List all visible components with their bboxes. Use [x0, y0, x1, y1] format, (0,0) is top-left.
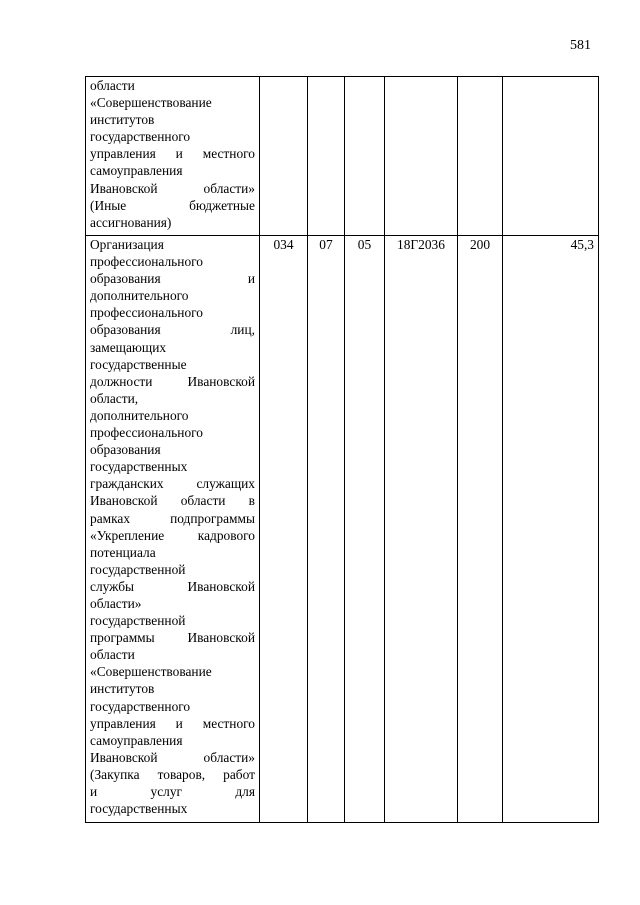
description-line: государственные [90, 356, 187, 372]
description-line: самоуправления [90, 732, 183, 748]
description-line: образования и [90, 271, 255, 287]
table-row [86, 77, 599, 236]
description-line: государственного [90, 698, 191, 714]
description-line: управления и местного [90, 715, 255, 731]
target-article-cell: 18Г2036 [385, 236, 458, 823]
description-line: области [90, 78, 135, 93]
description-line: должности Ивановской [90, 373, 255, 389]
expense-type-cell [458, 77, 503, 236]
amount-cell: 45,3 [503, 236, 599, 823]
description-line: дополнительного [90, 407, 189, 423]
description-line: управления и местного [90, 146, 255, 162]
description-line: (Иные бюджетные [90, 197, 255, 213]
description-line: государственных [90, 801, 188, 817]
description-line: программы Ивановской [90, 630, 255, 646]
description-line: «Совершенствование [90, 95, 212, 111]
description-line: потенциала [90, 544, 156, 560]
description-line: профессионального [90, 425, 203, 441]
expense-type-cell: 200 [458, 236, 503, 823]
budget-table [85, 76, 599, 823]
section-code-cell [308, 77, 345, 236]
description-line: профессионального [90, 254, 203, 270]
description-cell [86, 236, 260, 823]
section-code-cell: 07 [308, 236, 345, 823]
description-line: гражданских служащих [90, 476, 255, 492]
description-line: рамках подпрограммы [90, 510, 255, 526]
description-line: ассигнования) [90, 214, 172, 230]
subsection-code-cell: 05 [345, 236, 385, 823]
description-line: государственной [90, 561, 186, 577]
description-line: Организация [90, 237, 164, 252]
description-line: институтов [90, 112, 155, 128]
description-line: службы Ивановской [90, 578, 255, 594]
description-line: институтов [90, 681, 155, 697]
ministry-code-cell [260, 77, 308, 236]
description-line: Ивановской области в [90, 493, 255, 509]
subsection-code-cell [345, 77, 385, 236]
description-line: государственной [90, 613, 186, 629]
target-article-cell [385, 77, 458, 236]
description-line: государственных [90, 459, 188, 475]
description-line: самоуправления [90, 163, 183, 179]
description-line: области [90, 647, 135, 663]
description-line: и услуг для [90, 784, 255, 799]
description-line: образования [90, 442, 161, 458]
description-line: профессионального [90, 305, 203, 321]
description-line: Ивановской области» [90, 180, 255, 196]
table-row [86, 236, 599, 823]
description-line: «Совершенствование [90, 664, 212, 680]
description-line: «Укрепление кадрового [90, 527, 255, 543]
description-line: области» [90, 595, 142, 611]
page-number: 581 [570, 38, 591, 53]
ministry-code-cell: 034 [260, 236, 308, 823]
description-line: государственного [90, 129, 191, 145]
description-cell [86, 77, 260, 236]
description-line: дополнительного [90, 288, 189, 304]
description-line: (Закупка товаров, работ [90, 766, 255, 782]
description-line: образования лиц, [90, 322, 255, 338]
description-line: области, [90, 390, 139, 406]
description-line: замещающих [90, 339, 167, 355]
amount-cell [503, 77, 599, 236]
description-line: Ивановской области» [90, 749, 255, 765]
